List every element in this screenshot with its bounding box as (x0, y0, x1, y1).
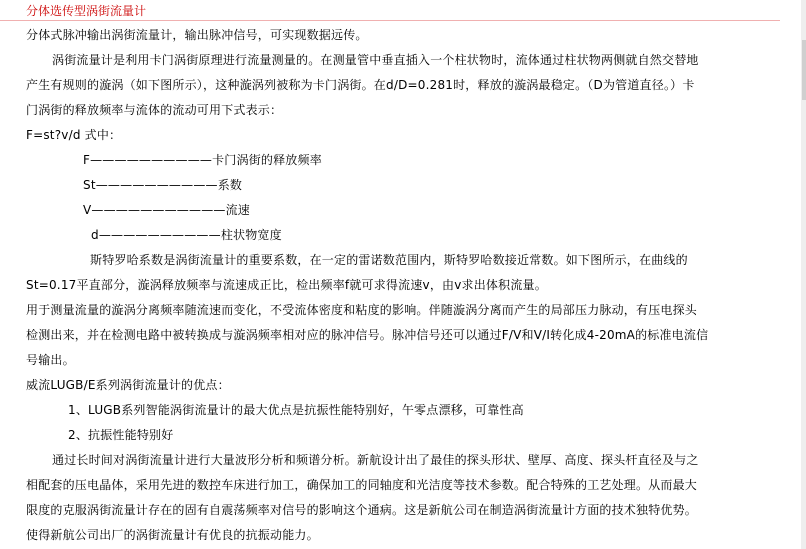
text-line: 检测出来，并在检测电路中被转换成与漩涡频率相对应的脉冲信号。脉冲信号还可以通过F/V和V/I转化成4-20mA的标准电流信 (26, 328, 709, 342)
text-line: St=0.17平直部分，漩涡释放频率与流速成正比，检出频率f就可求得流速v，由v求出体积流量。 (26, 278, 547, 292)
text-line: 分体式脉冲输出涡街流量计，输出脉冲信号，可实现数据远传。 (26, 28, 368, 42)
text-line: 使得新航公司出厂的涡街流量计有优良的抗振动能力。 (26, 528, 319, 542)
text-line: 产生有规则的漩涡（如下图所示），这种漩涡列被称为卡门涡街。在d/D=0.281时，释放的漩涡最稳定。（D为管道直径。）卡 (26, 78, 695, 92)
text-line: 门涡街的释放频率与流体的流动可用下式表示： (26, 103, 283, 117)
list-item: 1、LUGB系列智能涡街流量计的最大优点是抗振性能特别好，午零点漂移，可靠性高 (68, 403, 524, 417)
formula-term: F——————————卡门涡街的释放频率 (83, 153, 322, 167)
text-line: 限度的克服涡街流量计存在的固有自震荡频率对信号的影响这个通病。这是新航公司在制造涡街流量计方面的技术独特优势。 (26, 503, 698, 517)
text-line: 通过长时间对涡街流量计进行大量波形分析和频谱分析。新航设计出了最佳的探头形状、壁厚、高度、探头杆直径及与之 (52, 453, 699, 467)
text-line: 涡街流量计是利用卡门涡街原理进行流量测量的。在测量管中垂直插入一个柱状物时，流体通过柱状物两侧就自然交替地 (52, 53, 699, 67)
text-line: 用于测量流量的漩涡分离频率随流速而变化，不受流体密度和粘度的影响。伴随漩涡分离而产生的局部压力脉动，有压电探头 (26, 303, 698, 317)
formula-term: d——————————柱状物宽度 (91, 228, 282, 242)
article-title: 分体选传型涡街流量计 (26, 4, 147, 18)
formula-term: St——————————系数 (83, 178, 243, 192)
section-heading: 威流LUGB/E系列涡街流量计的优点： (26, 378, 230, 392)
list-item: 2、抗振性能特别好 (68, 428, 174, 442)
formula-term: V———————————流速 (83, 203, 251, 217)
text-line: 号输出。 (26, 353, 75, 367)
text-line: 相配套的压电晶体，采用先进的数控车床进行加工，确保加工的同轴度和光洁度等技术参数。配合特殊的工艺处理。从而最大 (26, 478, 698, 492)
formula-line: F=st?v/d 式中： (26, 128, 122, 142)
vertical-scrollbar[interactable] (801, 0, 806, 549)
title-divider (0, 20, 780, 21)
text-line: 斯特罗哈系数是涡街流量计的重要系数，在一定的雷诺数范围内，斯特罗哈数接近常数。如下图所示，在曲线的 (90, 253, 688, 267)
scrollbar-thumb[interactable] (802, 40, 806, 100)
